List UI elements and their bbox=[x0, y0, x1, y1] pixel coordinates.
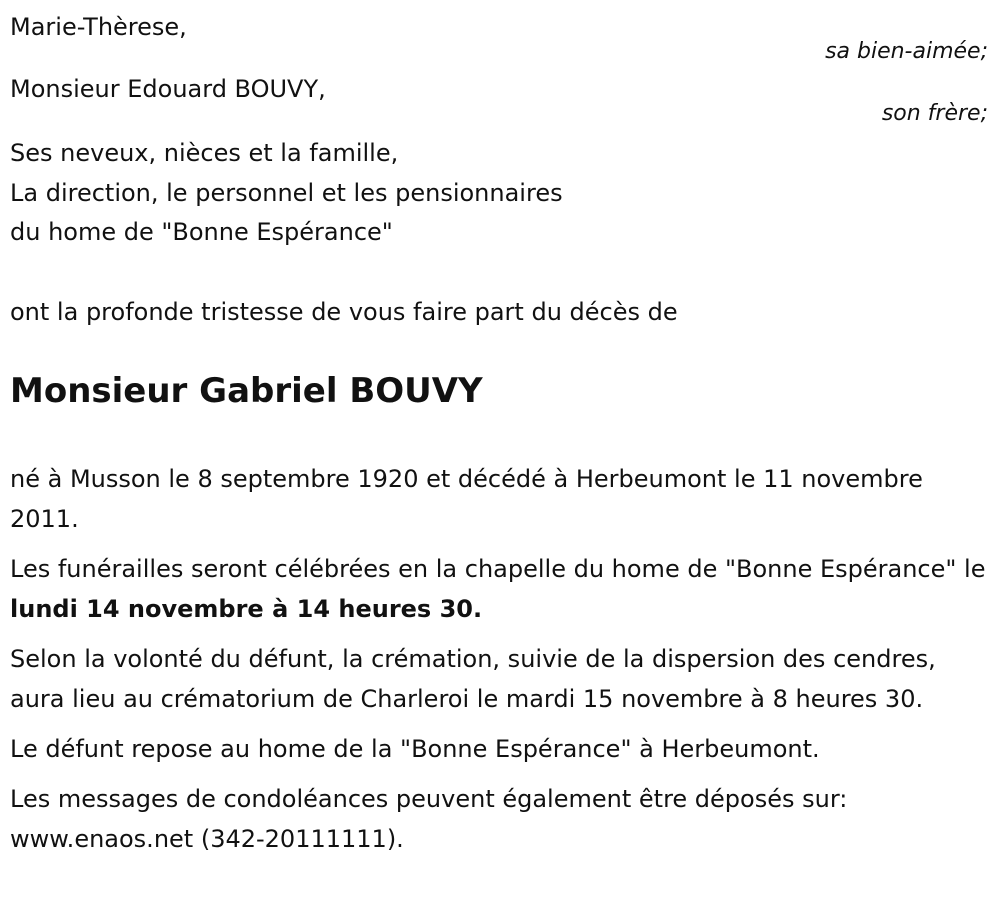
family-member-relation-1: sa bien-aimée; bbox=[825, 39, 988, 64]
cremation-paragraph: Selon la volonté du défunt, la crémation, suivie de la dispersion des cendres, aura lieu au crématorium de Charleroi le mardi 15 novembre à 8 heures 30. bbox=[10, 645, 936, 713]
repose-paragraph: Le défunt repose au home de la "Bonne Espérance" à Herbeumont. bbox=[10, 735, 820, 763]
details-section bbox=[10, 459, 995, 859]
family-member-relation-2: son frère; bbox=[881, 101, 988, 126]
other-mourners-line-1: Ses neveux, nièces et la famille, bbox=[10, 139, 399, 167]
other-mourners-line-3: du home de "Bonne Espérance" bbox=[10, 218, 393, 246]
announcement-text: ont la profonde tristesse de vous faire part du décès de bbox=[10, 298, 678, 326]
funeral-paragraph bbox=[10, 549, 995, 629]
funeral-text: Les funérailles seront célébrées en la chapelle du home de "Bonne Espérance" le bbox=[10, 555, 986, 583]
funeral-datetime: lundi 14 novembre à 14 heures 30. bbox=[10, 595, 483, 623]
family-member-name-2: Monsieur Edouard BOUVY, bbox=[10, 75, 326, 103]
birth-death-paragraph: né à Musson le 8 septembre 1920 et décédé à Herbeumont le 11 novembre 2011. bbox=[10, 465, 923, 533]
other-mourners-line-2: La direction, le personnel et les pensionnaires bbox=[10, 179, 563, 207]
deceased-name: Monsieur Gabriel BOUVY bbox=[10, 371, 483, 411]
family-member-name-1: Marie-Thèrese, bbox=[10, 13, 187, 41]
condolences-paragraph: Les messages de condoléances peuvent également être déposés sur: www.enaos.net (342-20111111). bbox=[10, 785, 848, 853]
